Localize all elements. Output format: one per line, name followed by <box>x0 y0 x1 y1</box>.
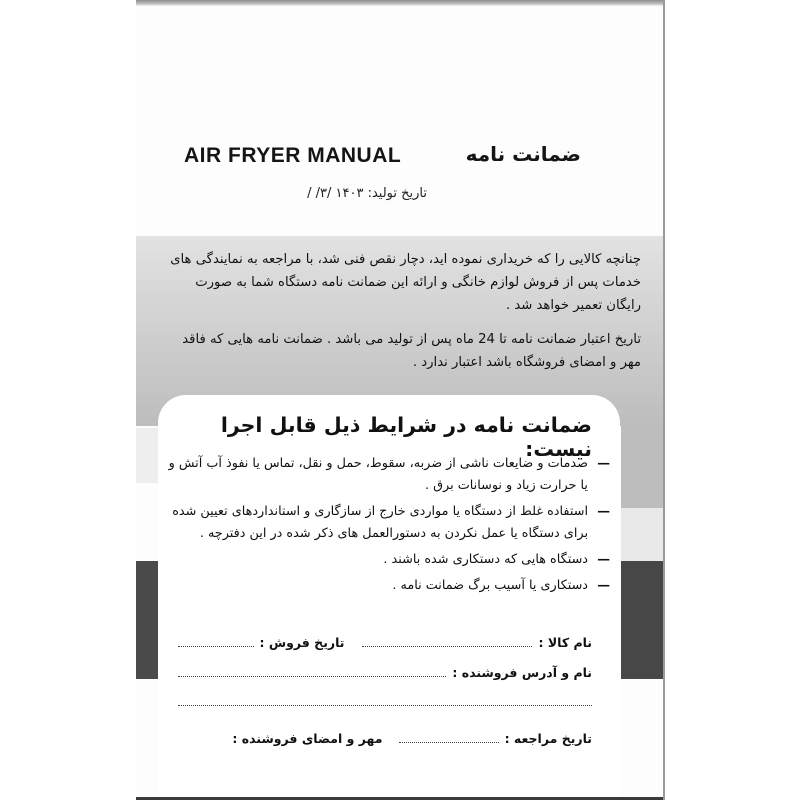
decor-band-right-dark <box>621 561 663 679</box>
production-date-label: تاریخ تولید: <box>367 186 427 201</box>
conditions-title: ضمانت نامه در شرایط ذیل قابل اجرا نیست: <box>220 413 592 461</box>
intro-text <box>158 248 641 385</box>
referral-date-field[interactable] <box>399 732 499 743</box>
product-name-field[interactable] <box>362 636 532 647</box>
product-name-label: نام کالا : <box>538 635 592 650</box>
condition-item <box>168 575 610 597</box>
production-date-value: ۱۴۰۳ /۳/ / <box>307 186 364 201</box>
condition-text: دستگاه هایی که دستکاری شده باشند . <box>383 552 588 567</box>
conditions-card <box>158 395 620 800</box>
decor-band-right-light <box>621 508 663 563</box>
dash-bullet: — <box>597 552 610 567</box>
condition-text: صدمات و ضایعات ناشی از ضربه، سقوط، حمل و نقل، تماس یا نفوذ آب آتش و یا حرارت زیاد و نوسانات برق . <box>168 456 588 493</box>
conditions-list <box>168 453 610 601</box>
decor-band-left-light <box>136 428 158 483</box>
intro-paragraph-2: تاریخ اعتبار ضمانت نامه تا 24 ماه پس از تولید می باشد . ضمانت نامه هایی که فاقد مهر و امضای فروشگاه باشد اعتبار ندارد . <box>182 332 641 370</box>
dash-bullet: — <box>597 578 610 593</box>
condition-text: دستکاری یا آسیب برگ ضمانت نامه . <box>392 578 588 593</box>
form-row-seller-cont <box>172 695 592 725</box>
sale-date-label: تاریخ فروش : <box>259 635 345 650</box>
seller-field[interactable] <box>178 666 446 677</box>
seller-label: نام و آدرس فروشنده : <box>452 665 592 680</box>
manual-title-en: AIR FRYER MANUAL <box>184 144 402 167</box>
condition-item <box>168 501 610 545</box>
warranty-form <box>172 635 592 761</box>
intro-paragraph-1: چنانچه کالایی را که خریداری نموده اید، دچار نقص فنی شد، با مراجعه به نمایندگی های خدمات پس از فروش لوازم خانگی و ارائه این ضمانت نامه دستگاه شما به صورت رایگان تعمیر خواهد شد . <box>170 252 641 313</box>
dash-bullet: — <box>597 504 610 519</box>
referral-date-label: تاریخ مراجعه : <box>504 731 592 746</box>
decor-band-right-gray <box>621 426 663 508</box>
sale-date-field[interactable] <box>178 636 254 647</box>
form-row-seller <box>172 665 592 695</box>
header <box>136 140 663 174</box>
production-date <box>307 186 427 201</box>
decor-band-left-dark <box>136 561 158 679</box>
seller-field-line-2[interactable] <box>178 695 592 706</box>
dash-bullet: — <box>597 456 610 471</box>
condition-item <box>168 549 610 571</box>
condition-item <box>168 453 610 497</box>
warranty-title-fa: ضمانت نامه <box>465 142 581 166</box>
condition-text: استفاده غلط از دستگاه یا مواردی خارج از سازگاری و استانداردهای تعیین شده برای دستگاه یا عمل نکردن به دستورالعمل های ذکر شده در این دفترچه . <box>172 504 588 541</box>
form-row-referral <box>172 731 592 761</box>
seller-stamp-label: مهر و امضای فروشنده : <box>232 731 383 746</box>
page-top-edge <box>136 0 663 6</box>
form-row-product <box>172 635 592 665</box>
warranty-page <box>136 0 665 800</box>
